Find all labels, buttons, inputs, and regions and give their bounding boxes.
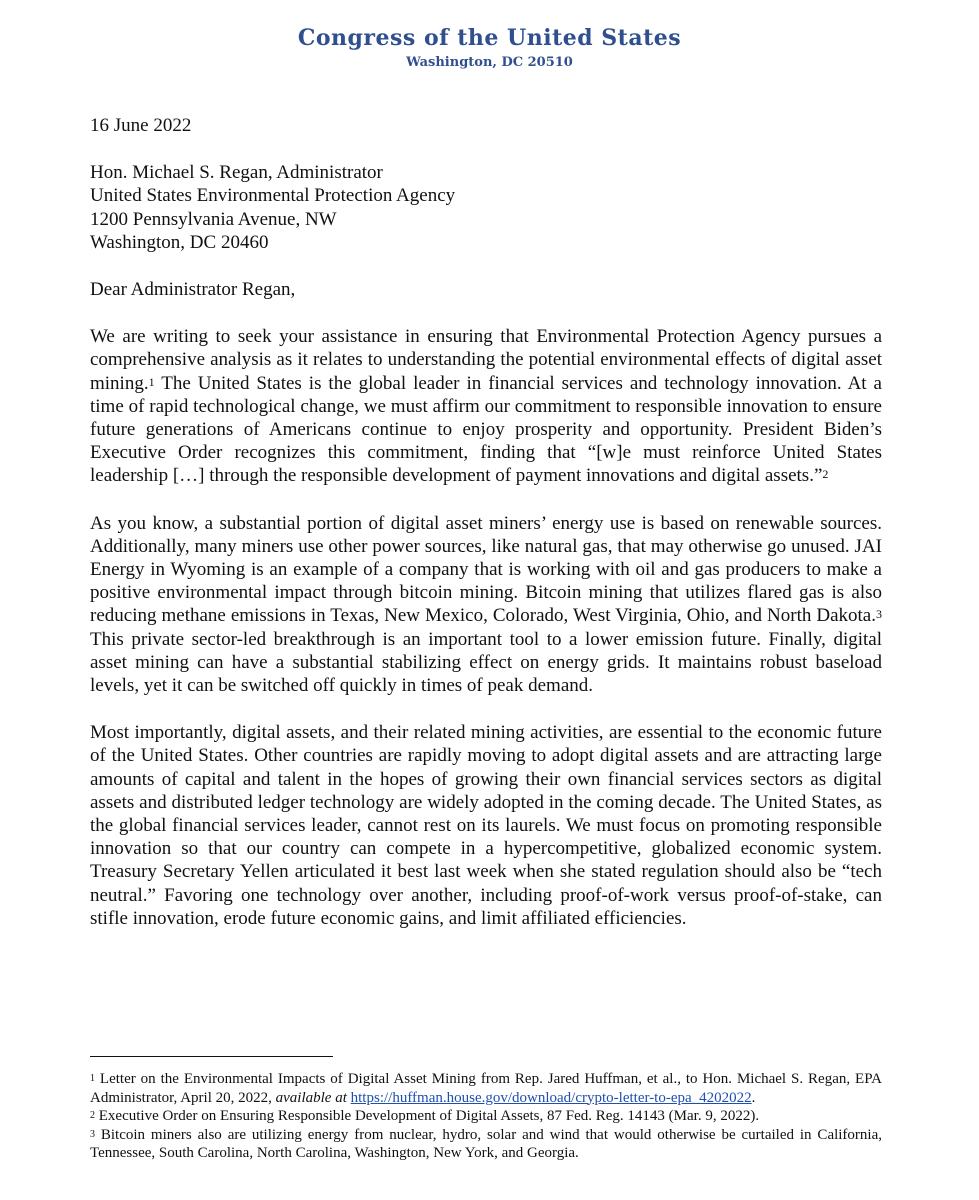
footnote-1 (90, 1070, 882, 1107)
salutation: Dear Administrator Regan, (90, 279, 296, 301)
paragraph-text: The United States is the global leader in financial services and technology innovation. At a time of rapid technological change, we must affirm our commitment to responsible innovation to ensure future generations of Americans continue to enjoy prosperity and opportunity. President Biden’s Executive Order recognizes this commitment, finding that “[w]e must reinforce United States leadership […] through the responsible development of payment innovations and digital assets.” (90, 372, 882, 487)
letterhead (0, 24, 979, 72)
paragraph-text: We are writing to seek your assistance in ensuring that Environmental Protection Agency pursues a comprehensive analysis as it relates to understanding the potential environmental effects of digital asset mining. (90, 326, 882, 394)
letterhead-subtitle: Washington, DC 20510 (406, 55, 573, 70)
footnote-text: Letter on the Environmental Impacts of Digital Asset Mining from Rep. Jared Huffman, et al., to Hon. Michael S. Regan, EPA Administrator, April 20, 2022, (90, 1071, 882, 1106)
footnote-ref-2: 2 (822, 467, 829, 482)
address-line: United States Environmental Protection Agency (90, 185, 456, 207)
footnote-number: 1 (90, 1073, 95, 1084)
paragraph-2 (90, 512, 882, 698)
letterhead-title: Congress of the United States (297, 25, 682, 51)
paragraph-1 (90, 325, 882, 487)
paragraph-text: This private sector-led breakthrough is an important tool to a lower emission future. Finally, digital asset mining can have a substantial stabilizing effect on energy grids. It maintains robust baseload levels, yet it can be switched off quickly in times of peak demand. (90, 628, 882, 697)
footnote-ref-3: 3 (876, 607, 882, 622)
address-line: 1200 Pennsylvania Avenue, NW (90, 208, 337, 230)
footnote-number: 3 (90, 1128, 95, 1140)
footnote-link[interactable]: https://huffman.house.gov/download/crypto-letter-to-epa_4202022 (350, 1089, 752, 1106)
footnote-text: Executive Order on Ensuring Responsible Development of Digital Assets, 87 Fed. Reg. 14143 (Mar. 9, 2022). (95, 1108, 760, 1125)
footnote-text: Bitcoin miners also are utilizing energy from nuclear, hydro, solar and wind that would otherwise be curtailed in California, Tennessee, South Carolina, North Carolina, Washington, New York, and Georgia. (90, 1126, 882, 1162)
footnotes (90, 1056, 882, 1163)
paragraph-text: As you know, a substantial portion of digital asset miners’ energy use is based on renewable sources. Additionally, many miners use other power sources, like natural gas, that may otherwise go unused. JAI Energy in Wyoming is an example of a company that is working with oil and gas producers to make a positive environmental impact through bitcoin mining. Bitcoin mining that utilizes flared gas is also reducing methane emissions in Texas, New Mexico, Colorado, West Virginia, Ohio, and North Dakota. (90, 512, 882, 627)
address-line: Hon. Michael S. Regan, Administrator (90, 162, 383, 184)
footnote-2 (90, 1107, 882, 1126)
footnote-3 (90, 1126, 882, 1163)
letter-body (90, 114, 882, 930)
footnote-text: . (751, 1089, 756, 1106)
letter-date: 16 June 2022 (90, 115, 192, 136)
paragraph-3: Most importantly, digital assets, and their related mining activities, are essential to the economic future of the United States. Other countries are rapidly moving to adopt digital assets and are attracting large amounts of capital and talent in the hopes of growing their own financial services sectors as digital assets and distributed ledger technology are widely adopted in the coming decade. The United States, as the global financial services leader, cannot rest on its laurels. We must focus on promoting responsible innovation so that our country can compete in a hypercompetitive, globalized economic system. Treasury Secretary Yellen articulated it best last week when she stated regulation should also be “tech neutral.” Favoring one technology over another, including proof-of-work versus proof-of-stake, can stifle innovation, erode future economic gains, and limit affiliated efficiencies. (90, 722, 882, 929)
footnote-ref-1: 1 (148, 374, 155, 389)
footnote-divider (90, 1056, 333, 1057)
recipient-address (90, 161, 882, 254)
address-line: Washington, DC 20460 (90, 231, 269, 253)
footnote-italic: available at (275, 1089, 347, 1106)
footnote-number: 2 (90, 1110, 95, 1122)
